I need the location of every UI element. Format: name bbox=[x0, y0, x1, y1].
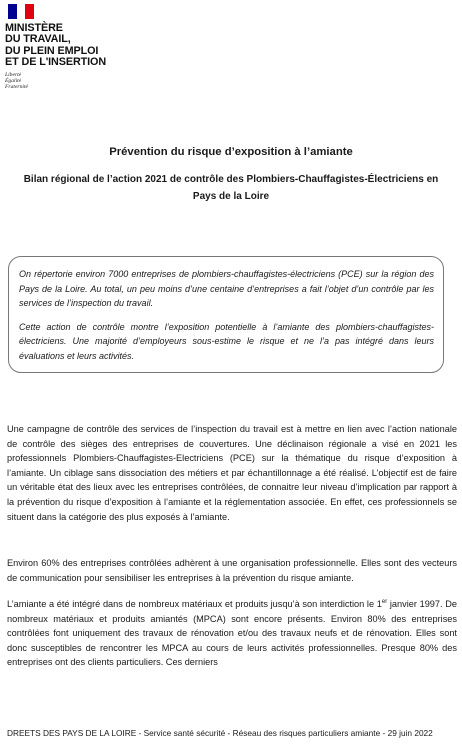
body-paragraph: Environ 60% des entreprises contrôlées adhèrent à une organisation professionnelle. Elles sont des vecteurs de communication pour sensibiliser les entreprises à la prévention du risque amiante. bbox=[7, 558, 457, 583]
body-paragraph bbox=[7, 597, 457, 670]
body-text: janvier 1997. De nombreux matériaux et produits amiantés (MPCA) sont encore présents. Environ 80% des entreprises contrôlées font uniquement des travaux de rénovation et/ou des travaux neufs et de rénovation. Elles sont donc susceptibles de rencontrer les MPCA au cours de leurs activités professionnelles. Presque 80% des entreprises ont des clients particuliers. Ces derniers bbox=[7, 599, 457, 668]
document-subtitle: Bilan régional de l’action 2021 de contrôle des Plombiers-Chauffagistes-Électriciens en Pays de la Loire bbox=[23, 174, 439, 202]
summary-paragraph: Cette action de contrôle montre l’exposition potentielle à l’amiante des plombiers-chauffagistes-électriciens. Une majorité d’employeurs sous-estime le risque et ne l’a pas intégré dans leurs évaluations et leurs activités. bbox=[19, 321, 434, 361]
ministry-name bbox=[5, 23, 135, 69]
republic-motto bbox=[5, 72, 135, 91]
body-text: L’amiante a été intégré dans de nombreux matériaux et produits jusqu’à son interdiction le 1 bbox=[7, 599, 382, 609]
summary-box bbox=[8, 256, 444, 373]
motto-line: Liberté bbox=[5, 71, 22, 78]
document-title: Prévention du risque d’exposition à l’amiante bbox=[109, 146, 353, 158]
motto-line: Égalité bbox=[5, 78, 22, 85]
ministry-line: ET DE L'INSERTION bbox=[5, 56, 107, 69]
page-footer: DREETS DES PAYS DE LA LOIRE - Service santé sécurité - Réseau des risques particuliers amiante - 29 juin 2022 bbox=[7, 728, 433, 738]
ministry-line: DU TRAVAIL, bbox=[5, 33, 71, 46]
summary-paragraph: On répertorie environ 7000 entreprises de plombiers-chauffagistes-électriciens (PCE) sur la région des Pays de la Loire. Au total, un peu moins d’une centaine d’entreprises a fait l’objet d’un contrôle par les services de l’inspection du travail. bbox=[19, 269, 434, 308]
ministry-line: MINISTÈRE bbox=[5, 22, 63, 34]
motto-line: Fraternité bbox=[5, 84, 28, 91]
ordinal-superscript: er bbox=[381, 598, 388, 605]
french-flag-icon bbox=[8, 4, 34, 19]
body-paragraph: Une campagne de contrôle des services de l’inspection du travail est à mettre en lien avec l’action nationale de contrôle des sièges des entreprises de couvertures. Une déclinaison régionale a visé en 2021 les professionnels Plombiers-Chauffagistes-Electriciens (PCE) sur la thématique du risque d’exposition à l’amiante. Un ciblage sans dissociation des métiers et par échantillonnage a été réalisé. L’objectif est de faire un véritable état des lieux avec les entreprises contrôlées, de connaitre leur niveau d’implication par rapport à la prévention du risque d’exposition à l’amiante et la réglementation associée. En effet, ces professionnels se situent dans la catégorie des plus exposés à l’amiante. bbox=[7, 424, 457, 522]
ministry-line: DU PLEIN EMPLOI bbox=[5, 44, 99, 57]
ministry-logo bbox=[5, 4, 135, 91]
